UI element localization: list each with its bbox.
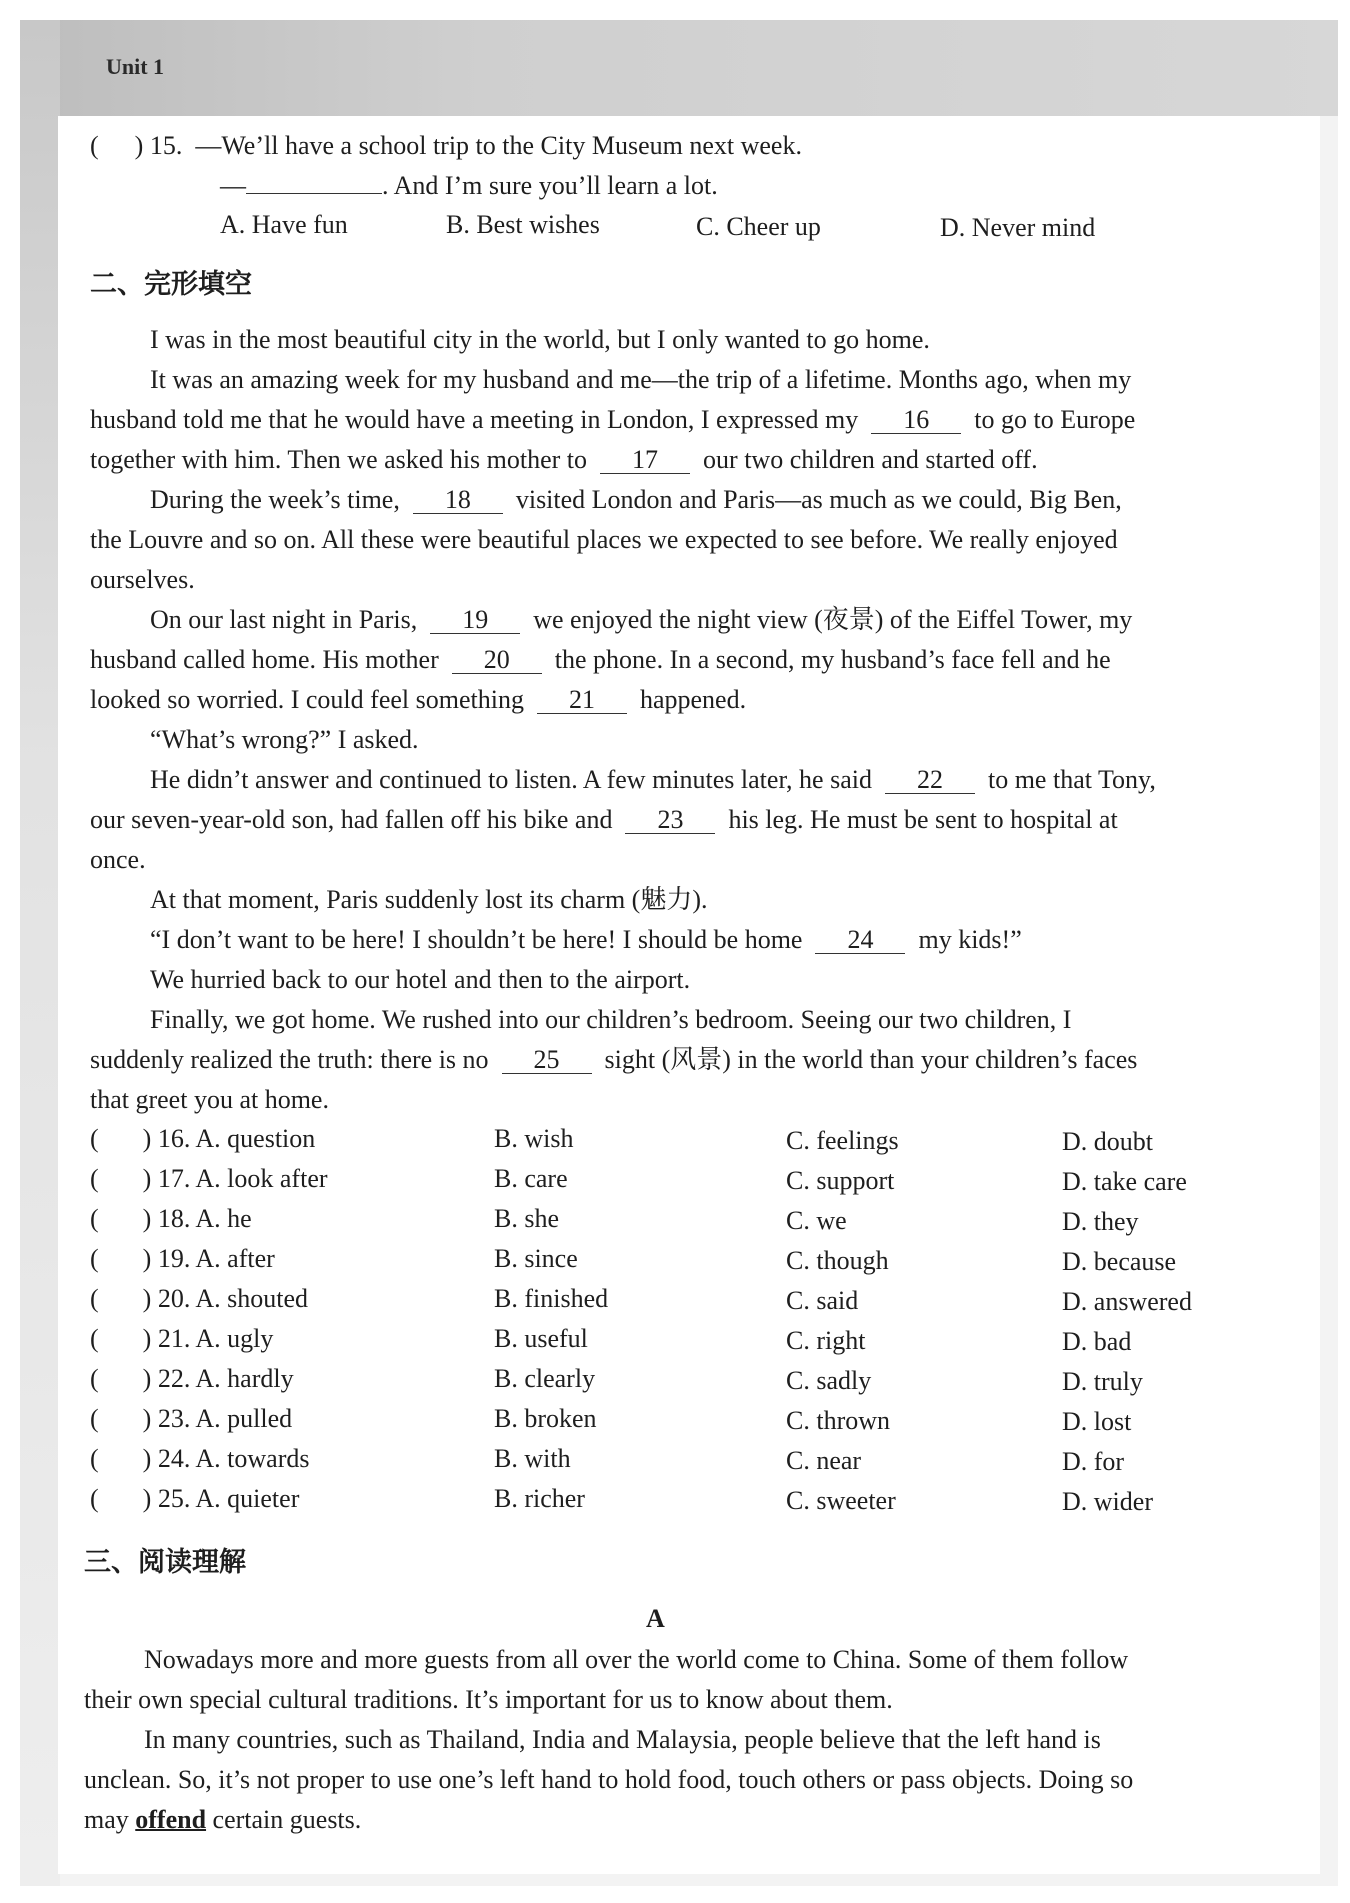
q15-option-c[interactable]: C. Cheer up (696, 212, 821, 241)
passage-line: Finally, we got home. We rushed into our children’s bedroom. Seeing our two children, I (150, 1005, 1072, 1034)
blank-16[interactable]: 16 (871, 407, 961, 434)
choice-d[interactable]: D. doubt (1062, 1127, 1153, 1156)
choice-row (90, 1404, 292, 1434)
choice-d[interactable]: D. truly (1062, 1367, 1143, 1396)
choice-c[interactable]: C. said (786, 1286, 859, 1315)
passage-line: It was an amazing week for my husband and me—the trip of a lifetime. Months ago, when my (150, 365, 1132, 394)
q15-prompt: —We’ll have a school trip to the City Museum next week. (195, 131, 802, 160)
choice-c[interactable]: C. support (786, 1166, 895, 1195)
passage-line: I was in the most beautiful city in the world, but I only wanted to go home. (150, 325, 930, 354)
choice-d[interactable]: D. wider (1062, 1487, 1153, 1516)
choice-row (90, 1124, 315, 1154)
q15-option-d[interactable]: D. Never mind (940, 213, 1096, 242)
passage-line (150, 924, 1022, 956)
choice-d[interactable]: D. for (1062, 1447, 1125, 1476)
passage-text: the phone. In a second, my husband’s face fell and he (554, 645, 1111, 674)
blank-20[interactable]: 20 (452, 647, 542, 674)
choice-c[interactable]: C. we (786, 1206, 847, 1235)
passage-line: the Louvre and so on. All these were beautiful places we expected to see before. We really enjoyed (90, 525, 1118, 554)
key-word: offend (135, 1805, 207, 1834)
choice-a[interactable]: ) 20. A. shouted (142, 1284, 309, 1313)
choice-row (90, 1444, 310, 1474)
blank-18[interactable]: 18 (413, 487, 503, 514)
passage-text: my kids!” (918, 925, 1022, 954)
passage-text: husband called home. His mother (90, 645, 439, 674)
choice-b[interactable]: B. finished (494, 1284, 609, 1313)
passage-line (90, 1044, 1137, 1076)
section-title-reading: 三、阅读理解 (84, 1547, 246, 1578)
page-margin-shade (20, 20, 60, 1886)
choice-row (90, 1164, 328, 1194)
choice-a[interactable]: ) 25. A. quieter (142, 1484, 300, 1513)
passage-text: happened. (639, 685, 747, 714)
choice-row (90, 1364, 294, 1394)
passage-text: “I don’t want to be here! I shouldn’t be here! I should be home (150, 925, 803, 954)
passage-text: to me that Tony, (987, 765, 1156, 794)
blank-17[interactable]: 17 (600, 447, 690, 474)
choice-c[interactable]: C. thrown (786, 1406, 890, 1435)
passage-line: once. (90, 845, 146, 874)
passage-line (150, 484, 1122, 516)
reading-line: unclean. So, it’s not proper to use one’s left hand to hold food, touch others or pass objects. Doing so (84, 1765, 1134, 1794)
choice-c[interactable]: C. sadly (786, 1366, 872, 1395)
answer-paren: ( (90, 1284, 99, 1313)
answer-paren: ( (90, 1244, 99, 1273)
q15-option-a[interactable]: A. Have fun (220, 210, 348, 239)
part-letter: A (646, 1604, 665, 1633)
passage-line: “What’s wrong?” I asked. (150, 725, 419, 754)
choice-b[interactable]: B. broken (494, 1404, 597, 1433)
choice-a[interactable]: ) 17. A. look after (142, 1164, 328, 1193)
choice-row (90, 1484, 299, 1514)
q15-prompt-line (90, 130, 802, 162)
passage-text: suddenly realized the truth: there is no (90, 1045, 489, 1074)
unit-label: Unit 1 (106, 54, 165, 79)
section-title-cloze: 二、完形填空 (90, 269, 252, 300)
q15-option-b[interactable]: B. Best wishes (446, 210, 600, 239)
passage-line: that greet you at home. (90, 1085, 329, 1114)
passage-text: together with him. Then we asked his mother to (90, 445, 588, 474)
passage-text: his leg. He must be sent to hospital at (728, 805, 1118, 834)
passage-text: may (84, 1805, 129, 1834)
choice-a[interactable]: ) 24. A. towards (142, 1444, 310, 1473)
blank-21[interactable]: 21 (537, 687, 627, 714)
choice-row (90, 1284, 308, 1314)
q15-reply: . And I’m sure you’ll learn a lot. (382, 171, 718, 200)
passage-text: During the week’s time, (150, 485, 400, 514)
reading-line: Nowadays more and more guests from all over the world come to China. Some of them follow (144, 1645, 1129, 1674)
choice-c[interactable]: C. though (786, 1246, 889, 1275)
answer-paren: ( (90, 1324, 99, 1353)
passage-text: certain guests. (212, 1805, 362, 1834)
choice-b[interactable]: B. useful (494, 1324, 588, 1353)
passage-text: sight (风景) in the world than your children’s faces (604, 1045, 1138, 1074)
passage-line: ourselves. (90, 565, 195, 594)
reading-line: In many countries, such as Thailand, India and Malaysia, people believe that the left hand is (144, 1725, 1101, 1754)
choice-b[interactable]: B. since (494, 1244, 578, 1273)
passage-text: we enjoyed the night view (夜景) of the Eiffel Tower, my (533, 605, 1133, 634)
answer-paren: ( (90, 1204, 99, 1233)
choice-c[interactable]: C. right (786, 1326, 866, 1355)
choice-b[interactable]: B. wish (494, 1124, 574, 1153)
question-number: ) 15. (134, 131, 183, 160)
choice-d[interactable]: D. take care (1062, 1167, 1187, 1196)
choice-a[interactable]: ) 18. A. he (142, 1204, 252, 1233)
passage-text: husband told me that he would have a meeting in London, I expressed my (90, 405, 859, 434)
dash: — (220, 171, 246, 200)
reading-line (84, 1804, 361, 1836)
choice-d[interactable]: D. they (1062, 1207, 1139, 1236)
answer-paren: ( (90, 1164, 99, 1193)
choice-d[interactable]: D. lost (1062, 1407, 1132, 1436)
passage-line (90, 404, 1135, 436)
passage-line (150, 604, 1132, 636)
passage-line (90, 804, 1118, 836)
answer-paren: ( (90, 1444, 99, 1473)
choice-a[interactable]: ) 22. A. hardly (142, 1364, 294, 1393)
answer-paren: ( (90, 1404, 99, 1433)
q15-reply-line (220, 170, 718, 202)
choice-d[interactable]: D. bad (1062, 1327, 1132, 1356)
choice-c[interactable]: C. feelings (786, 1126, 899, 1155)
choice-c[interactable]: C. near (786, 1446, 862, 1475)
header-band (20, 20, 1338, 116)
passage-text: He didn’t answer and continued to listen. A few minutes later, he said (150, 765, 872, 794)
passage-line (150, 764, 1156, 796)
choice-row (90, 1244, 275, 1274)
answer-paren: ( (90, 131, 99, 160)
choice-d[interactable]: D. answered (1062, 1287, 1192, 1316)
passage-line (90, 444, 1038, 476)
choice-a[interactable]: ) 19. A. after (142, 1244, 275, 1273)
passage-line: We hurried back to our hotel and then to the airport. (150, 965, 691, 994)
choice-b[interactable]: B. richer (494, 1484, 585, 1513)
choice-b[interactable]: B. clearly (494, 1364, 596, 1393)
passage-text: our seven-year-old son, had fallen off his bike and (90, 805, 613, 834)
blank-24[interactable]: 24 (815, 927, 905, 954)
answer-paren: ( (90, 1484, 99, 1513)
choice-row (90, 1204, 252, 1234)
choice-c[interactable]: C. sweeter (786, 1486, 896, 1515)
blank-23[interactable]: 23 (625, 807, 715, 834)
passage-line: At that moment, Paris suddenly lost its charm (魅力). (150, 885, 708, 914)
answer-paren: ( (90, 1364, 99, 1393)
choice-row (90, 1324, 273, 1354)
blank-19[interactable]: 19 (430, 607, 520, 634)
passage-text: our two children and started off. (703, 445, 1038, 474)
passage-line (90, 644, 1111, 676)
choice-a[interactable]: ) 23. A. pulled (142, 1404, 293, 1433)
reading-line: their own special cultural traditions. It’s important for us to know about them. (84, 1685, 893, 1714)
blank-25[interactable]: 25 (502, 1047, 592, 1074)
choice-d[interactable]: D. because (1062, 1247, 1177, 1276)
answer-paren: ( (90, 1124, 99, 1153)
blank-22[interactable]: 22 (885, 767, 975, 794)
choice-a[interactable]: ) 16. A. question (142, 1124, 316, 1153)
passage-text: looked so worried. I could feel something (90, 685, 524, 714)
choice-b[interactable]: B. she (494, 1204, 559, 1233)
passage-text: to go to Europe (974, 405, 1136, 434)
choice-b[interactable]: B. care (494, 1164, 568, 1193)
q15-blank[interactable] (246, 171, 382, 194)
passage-line (90, 684, 746, 716)
choice-b[interactable]: B. with (494, 1444, 571, 1473)
choice-a[interactable]: ) 21. A. ugly (142, 1324, 274, 1353)
passage-text: On our last night in Paris, (150, 605, 418, 634)
passage-text: visited London and Paris—as much as we could, Big Ben, (515, 485, 1122, 514)
